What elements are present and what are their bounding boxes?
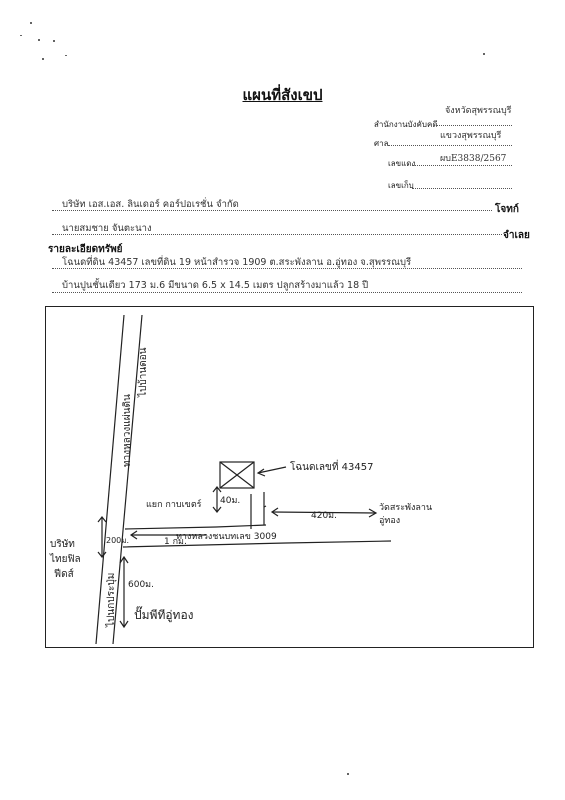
- court-label: ศาล: [374, 139, 389, 148]
- plot-label: โฉนดเลขที่ 43457: [290, 462, 374, 473]
- plaintiff-label: โจทก์: [495, 204, 519, 215]
- ref-label: เลขเก็บ: [388, 181, 414, 190]
- red-case-value: ผบE3838/2567: [440, 154, 507, 164]
- left-note-3: ฟีดส์: [54, 569, 74, 580]
- distance-420-label: 420ม.: [311, 511, 337, 521]
- ref-dotted-line: [412, 188, 512, 189]
- scan-speck: [20, 35, 22, 36]
- court-value: แขวงสุพรรณบุรี: [440, 131, 502, 141]
- scan-speck: [42, 58, 44, 60]
- distance-200-label: 200ม.: [106, 536, 130, 545]
- to-north-label: ไปบ้านดอน: [138, 347, 149, 397]
- left-note-2: ไทยฟิล: [50, 554, 81, 565]
- red-case-dotted-line: [412, 165, 512, 166]
- east-landmark-2: อู่ทอง: [379, 516, 401, 526]
- scan-speck: [38, 39, 40, 41]
- property-dotted-line-1: [52, 268, 522, 269]
- office-dotted-line: [436, 125, 512, 126]
- scan-speck: [65, 55, 67, 56]
- plaintiff-value: บริษัท เอส.เอส. ลินเดอร์ คอร์ปอเรชั่น จำกัด: [62, 199, 239, 210]
- left-note-1: บริษัท: [50, 539, 75, 550]
- scan-speck: [347, 773, 349, 775]
- property-line-2: บ้านปูนชั้นเดียว 173 ม.6 มีขนาด 6.5 x 14.5 เมตร ปลูกสร้างมาแล้ว 18 ปี: [62, 280, 369, 291]
- east-landmark-1: วัดสระพังลาน: [379, 503, 433, 513]
- scan-speck: [53, 40, 55, 42]
- property-label: รายละเอียดทรัพย์: [48, 244, 123, 255]
- distance-600-label: 600ม.: [128, 580, 154, 590]
- defendant-dotted-line: [52, 234, 502, 235]
- to-south-label: ไปนกประปุ่ม: [106, 572, 117, 627]
- junction-label: แยก กาบเขตร์: [146, 500, 202, 510]
- property-line-1: โฉนดที่ดิน 43457 เลขที่ดิน 19 หน้าสำรวจ 1909 ต.สระพังลาน อ.อู่ทอง จ.สุพรรณบุรี: [62, 257, 412, 268]
- road-label: ทางหลวงชนบทเลข 3009: [176, 532, 277, 542]
- red-case-label: เลขแดง: [388, 159, 416, 168]
- plaintiff-dotted-line: [52, 210, 492, 211]
- south-landmark: ปั๊มพีทีอู่ทอง: [134, 608, 194, 622]
- plot-cross: [220, 462, 254, 488]
- km-1-label: 1 กม.: [164, 537, 187, 547]
- scan-speck: [483, 53, 485, 55]
- province: จังหวัดสุพรรณบุรี: [445, 106, 512, 116]
- distance-40-label: 40ม.: [220, 496, 241, 506]
- court-dotted-line: [388, 145, 512, 146]
- scan-speck: [30, 22, 32, 24]
- sketch-map-frame: [45, 306, 534, 648]
- property-dotted-line-2: [52, 292, 522, 293]
- defendant-label: จำเลย: [503, 230, 530, 241]
- rural-road-line-top: [125, 525, 266, 529]
- office-label: สำนักงานบังคับคดี: [374, 120, 438, 129]
- document-title: แผนที่สังเขป: [242, 86, 323, 104]
- sketch-map: [46, 307, 533, 647]
- defendant-value: นายสมชาย จันตะนาง: [62, 223, 152, 234]
- highway-label: ทางหลวงแผ่นดิน: [122, 394, 133, 467]
